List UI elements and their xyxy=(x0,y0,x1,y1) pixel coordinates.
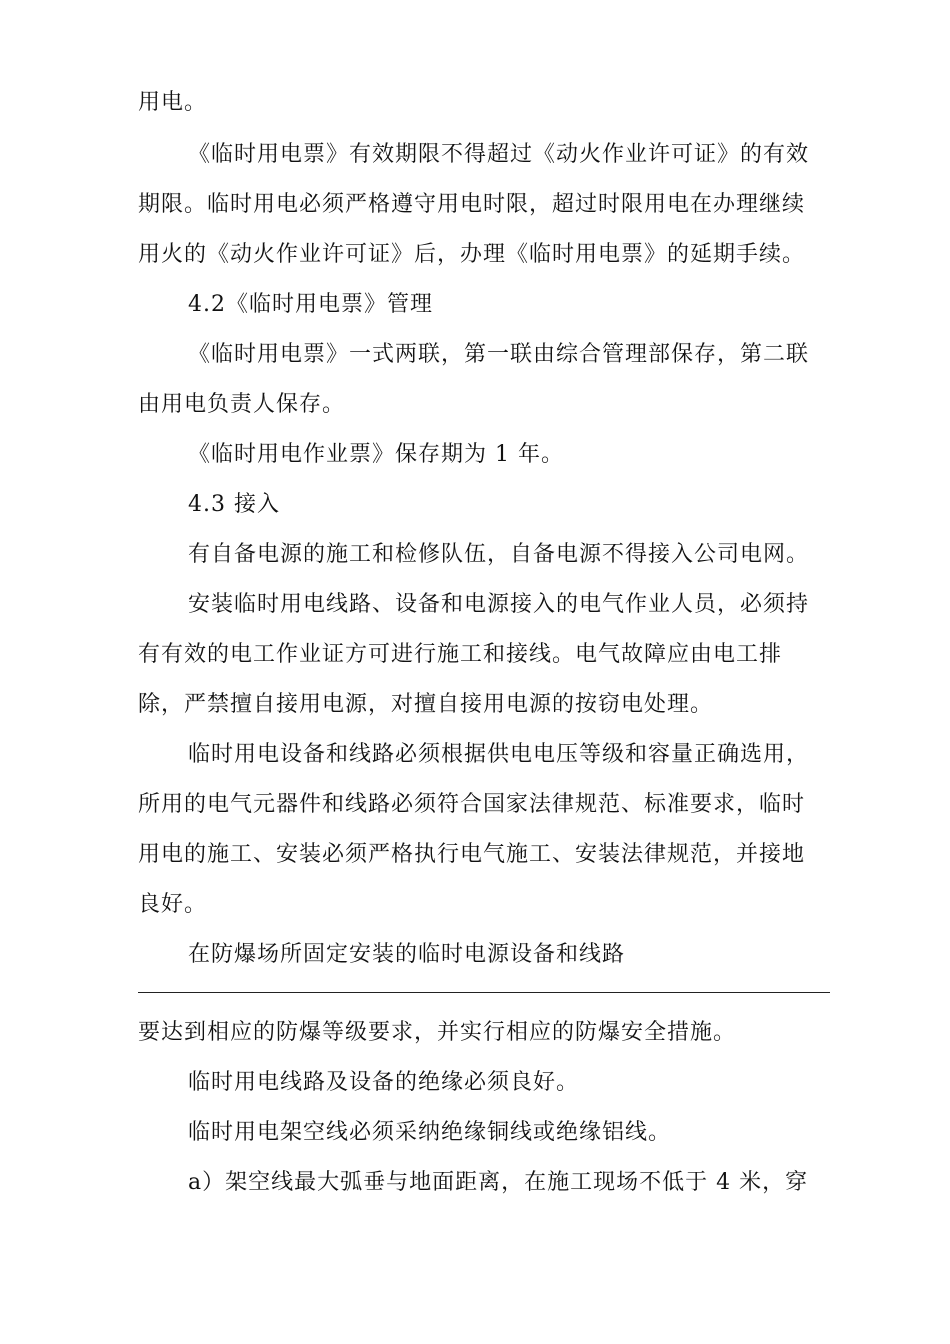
text-line: a）架空线最大弧垂与地面距离，在施工现场不低于 4 米，穿 xyxy=(188,1170,809,1195)
text-line: 用火的《动火作业许可证》后，办理《临时用电票》的延期手续。 xyxy=(138,242,806,267)
text-line: 良好。 xyxy=(138,892,208,917)
text-line: 有自备电源的施工和检修队伍，自备电源不得接入公司电网。 xyxy=(188,542,810,567)
text-line: 除，严禁擅自接用电源，对擅自接用电源的按窃电处理。 xyxy=(138,692,714,717)
text-line: 安装临时用电线路、设备和电源接入的电气作业人员，必须持 xyxy=(188,592,810,617)
text-line: 要达到相应的防爆等级要求，并实行相应的防爆安全措施。 xyxy=(138,1020,737,1045)
text-line: 临时用电架空线必须采纳绝缘铜线或绝缘铝线。 xyxy=(188,1120,672,1145)
text-line: 有有效的电工作业证方可进行施工和接线。电气故障应由电工排 xyxy=(138,642,783,667)
section-heading: 4.2《临时用电票》管理 xyxy=(188,292,433,317)
text-line: 期限。临时用电必须严格遵守用电时限，超过时限用电在办理继续 xyxy=(138,192,806,217)
text-line: 临时用电设备和线路必须根据供电电压等级和容量正确选用， xyxy=(188,742,810,767)
text-line: 《临时用电票》一式两联，第一联由综合管理部保存，第二联 xyxy=(188,342,810,367)
text-line: 《临时用电作业票》保存期为 1 年。 xyxy=(188,442,564,467)
text-line: 所用的电气元器件和线路必须符合国家法律规范、标准要求，临时 xyxy=(138,792,806,817)
text-line: 用电的施工、安装必须严格执行电气施工、安装法律规范，并接地 xyxy=(138,842,806,867)
text-line: 由用电负责人保存。 xyxy=(138,392,346,417)
text-line: 用电。 xyxy=(138,90,208,115)
text-line: 在防爆场所固定安装的临时电源设备和线路 xyxy=(188,942,626,967)
text-line: 《临时用电票》有效期限不得超过《动火作业许可证》的有效 xyxy=(188,142,810,167)
text-line: 临时用电线路及设备的绝缘必须良好。 xyxy=(188,1070,580,1095)
horizontal-divider xyxy=(138,992,830,993)
section-heading: 4.3 接入 xyxy=(188,492,280,517)
